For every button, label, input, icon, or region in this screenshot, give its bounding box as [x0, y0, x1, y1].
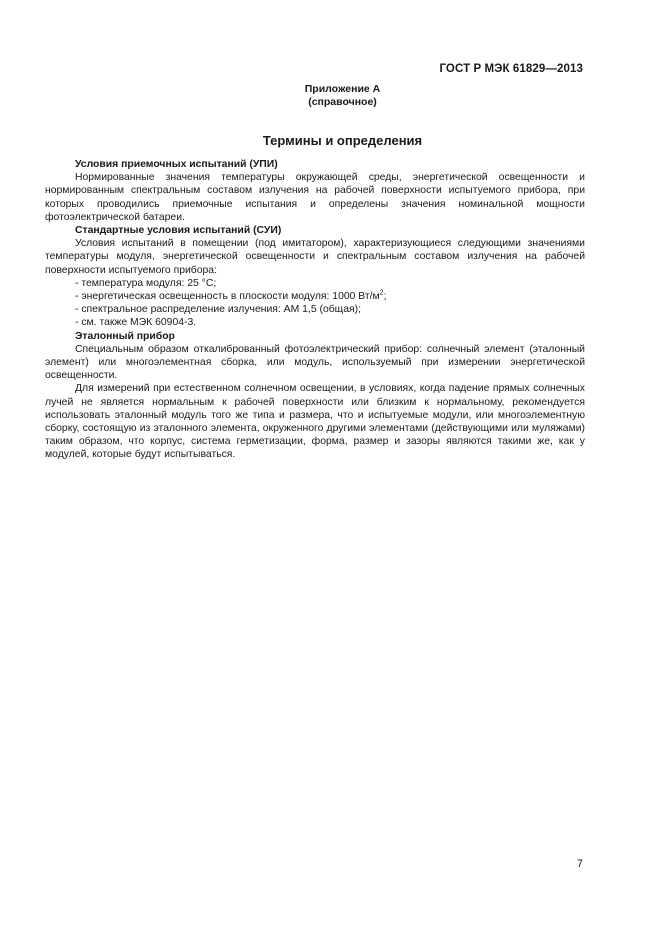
- list-item-temperature: - температура модуля: 25 °С;: [75, 277, 217, 289]
- term-upi: Условия приемочных испытаний (УПИ): [75, 159, 278, 170]
- definition-reference-device: Специальным образом откалиброванный фотоэлектрический прибор: солнечный элемент (эталонный элемент) или многоэлементная сборка, или модуль, используемый при измерении энергетической освещенности.: [45, 343, 585, 382]
- appendix-subtitle: (справочное): [308, 96, 377, 108]
- definition-sui: Условия испытаний в помещении (под имитатором), характеризующиеся следующими значениями температуры модуля, энергетической освещенности и спектральным составом излучения на рабочей поверхности испытуемого прибора:: [45, 238, 585, 276]
- irradiance-text: - энергетическая освещенность в плоскости модуля: 1000 Вт/м: [75, 291, 380, 303]
- document-body: [45, 158, 585, 462]
- appendix-heading: [0, 83, 661, 109]
- term-reference-device: Эталонный прибор: [75, 330, 175, 342]
- irradiance-end: ;: [383, 291, 387, 303]
- document-code: ГОСТ Р МЭК 61829—2013: [439, 63, 583, 75]
- list-item-see-also: - см. также МЭК 60904-3.: [75, 317, 197, 329]
- irradiance-superscript: 2: [379, 289, 384, 297]
- appendix-title: Приложение А: [304, 83, 381, 95]
- list-item-spectrum: - спектральное распределение излучения: АМ 1,5 (общая);: [75, 304, 361, 316]
- list-item-irradiance: [45, 290, 585, 303]
- definition-upi: Нормированные значения температуры окружающей среды, энергетической освещенности и нормированным спектральным составом излучения на рабочей поверхности испытуемого прибора, при которых проводились приемочные испытания и определены значения номинальной мощности фотоэлектрической батареи.: [45, 172, 585, 223]
- note-reference-device: Для измерений при естественном солнечном освещении, в условиях, когда падение прямых солнечных лучей не является нормальным к рабочей поверхности или близким к нормальному, рекомендуется использовать эталонный модуль того же типа и размера, что и испытуемые модули, или многоэлементную сборку, состоящую из эталонного элемента, окруженного другими элементами (действующими или муляжами) таким образом, что корпус, система герметизации, форма, размер и зазоры являются такими же, как у модулей, которые будут испытываться.: [45, 383, 585, 461]
- page-number: 7: [576, 858, 583, 870]
- term-sui: Стандартные условия испытаний (СУИ): [75, 225, 282, 237]
- section-title: Термины и определения: [262, 133, 423, 148]
